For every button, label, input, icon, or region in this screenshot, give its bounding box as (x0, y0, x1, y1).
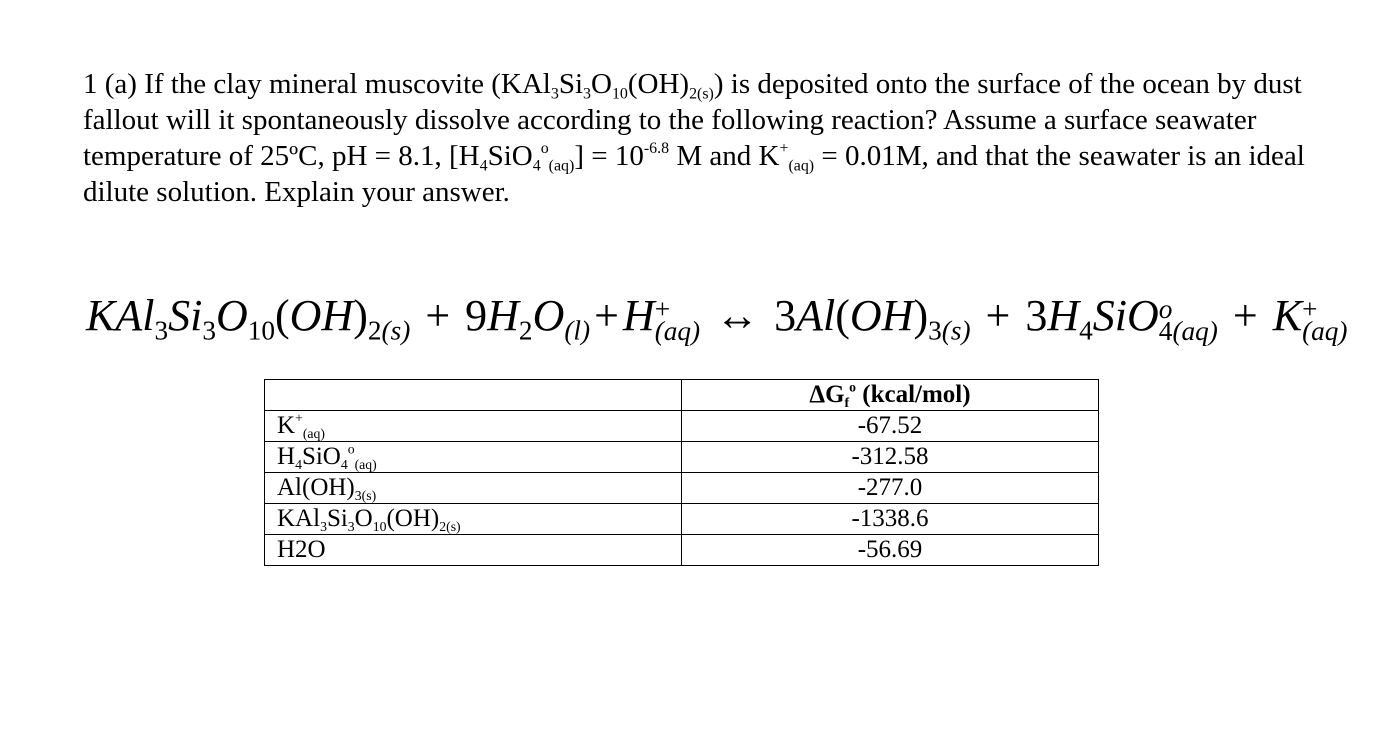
value-cell: -312.58 (682, 442, 1099, 473)
table-row (265, 442, 1099, 473)
gibbs-energy-table (264, 379, 1099, 566)
species-cell: H2O (265, 535, 682, 566)
table-row (265, 411, 1099, 442)
value-cell: -56.69 (682, 535, 1099, 566)
product-gibbsite: $3Al(OH)_{3(s)}$ (774, 291, 971, 346)
value-cell: -1338.6 (682, 504, 1099, 535)
reactant-proton: H + (aq) (622, 291, 701, 346)
value-cell: -67.52 (682, 411, 1099, 442)
table-row (265, 473, 1099, 504)
reaction-equation: $KAl_3Si_3O_{10}(OH)_{2(s)} + 9H_2O_{(l)}+H$ + (aq) ↔ $3Al(OH)_{3(s)} + 3H_4SiO$ o 4(aq) + K + (aq) (86, 291, 1348, 346)
table-header-row (265, 380, 1099, 411)
product-silicic-acid: $3H_4SiO$ o 4(aq) (1025, 291, 1218, 346)
product-potassium: K + (aq) (1272, 291, 1348, 346)
question-text: 1 (a) If the clay mineral muscovite $(KAl_3Si_3O_{10}(OH)_{2(s)})$ is deposited onto the surface of the ocean by dust fallout will it spontaneously dissolve according to the following reaction? Assume a surface seawater temperature of 25ºC, pH = 8.1, $[H_4SiO_4^o_{(aq)}] = 10^{-6.8}$ M and $K^+_{(aq)} = 0.01M$, and that the seawater is an ideal dilute solution. Explain your answer. (83, 68, 1305, 208)
species-cell: $KAl_3Si_3O_{10}(OH)_{2(s)}$ (265, 504, 682, 535)
header-value: $\Delta G_f^o$ (kcal/mol) (682, 380, 1099, 411)
reactant-water: $9H_2O_{(l)}$ (465, 291, 591, 346)
species-cell: $Al(OH)_{3(s)}$ (265, 473, 682, 504)
question-number: 1 (a) (83, 68, 137, 100)
species-cell: $K^+_{(aq)}$ (265, 411, 682, 442)
table-row (265, 535, 1099, 566)
species-cell: $H_4SiO_4^o_{(aq)}$ (265, 442, 682, 473)
table-row (265, 504, 1099, 535)
value-cell: -277.0 (682, 473, 1099, 504)
equilibrium-arrow: ↔ (715, 291, 760, 340)
header-species (265, 380, 682, 411)
reactant-muscovite: $KAl_3Si_3O_{10}(OH)_{2(s)}$ (86, 291, 411, 346)
